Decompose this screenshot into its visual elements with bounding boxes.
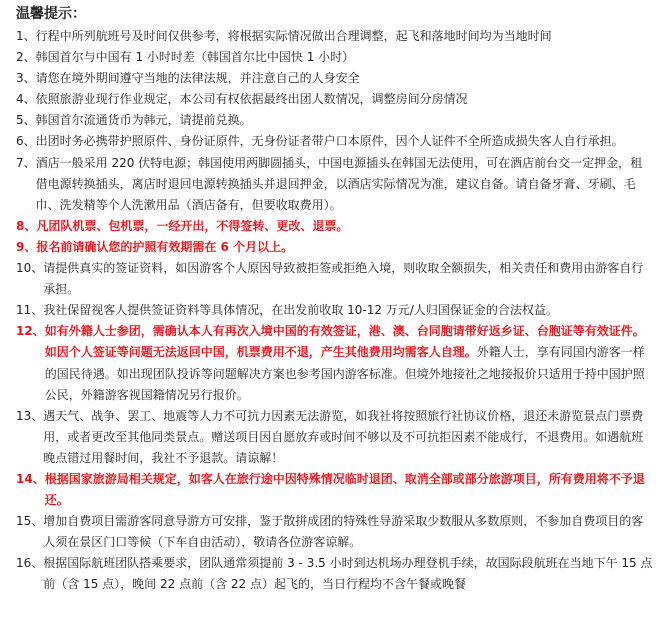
tip-number: 16、 — [16, 556, 44, 571]
tip-text — [43, 300, 653, 321]
tip-number: 11、 — [16, 303, 44, 318]
tip-text-segment: 韩国首尔流通货币为韩元，请提前兑换。 — [35, 113, 252, 128]
tip-text — [36, 47, 653, 68]
tip-number: 1、 — [16, 29, 36, 43]
tip-item — [16, 237, 653, 258]
tip-number: 13、 — [16, 408, 44, 423]
tip-item — [16, 406, 653, 469]
tip-text-segment: 请提供真实的签证资料，如因游客个人原因导致被拒签或拒绝入境，则收取全额损失，相关责任和费用由游客自行承担。 — [43, 261, 644, 297]
tip-text — [43, 511, 653, 553]
tip-item — [16, 47, 653, 68]
tip-highlight-text: 凡团队机票、包机票，一经开出，不得签转、更改、退票。 — [36, 218, 349, 233]
tip-text — [36, 237, 653, 258]
tip-text-segment: 遇天气、战争、罢工、地震等人力不可抗力因素无法游览，如我社将按照旅行社协议价格，退还未游览景点门票费用，或者更改至其他同类景点。赠送项目因自愿放弃或时间不够以及不可抗拒因素不能成行，不退费用。如遇航班晚点错过用餐时间，我社不予退款。请谅解！ — [43, 408, 644, 465]
tip-text — [36, 153, 653, 216]
tip-highlight-text: 根据国家旅游局相关规定，如客人在旅行途中因特殊情况临时退团、取消全部或部分旅游项目，所有费用将不予退还。 — [44, 471, 645, 508]
tip-number: 15、 — [16, 514, 44, 529]
tip-text — [43, 406, 653, 469]
tip-item — [16, 89, 653, 110]
tip-item — [16, 553, 653, 595]
tip-item — [16, 321, 653, 405]
tip-text-segment: 我社保留视客人提供签证资料等具体情况，在出发前收取 10-12 万元/人归国保证金的合法权益。 — [43, 303, 558, 318]
tip-number: 4、 — [16, 92, 36, 107]
tip-number: 9、 — [16, 239, 37, 254]
tip-text — [43, 258, 653, 300]
tip-number: 3、 — [16, 71, 36, 86]
tip-number: 12、 — [16, 324, 45, 339]
tip-item — [16, 469, 653, 511]
tip-highlight-text: 如有外籍人士参团，需确认本人有再次入境中国的有效签证，港、澳、台同胞请带好返乡证、台胞证等有效证件。如因个人签证等问题无法返回中国，机票费用不退，产生其他费用均需客人自理。 — [44, 324, 645, 360]
tip-number: 10、 — [16, 261, 44, 276]
tip-text — [36, 68, 653, 89]
tip-text-segment: 酒店一般采用 220 伏特电源；韩国使用两脚圆插头，中国电源插头在韩国无法使用，可在酒店前台交一定押金，租借电源转换插头，离店时退回电源转换插头并退回押金，以酒店实际情况为准，建议自备。请自备牙膏、牙刷、毛巾、洗发精等个人洗漱用品（酒店备有，但要收取费用）。 — [35, 155, 643, 212]
tip-text-segment: 请您在境外期间遵守当地的法律法规，并注意自己的人身安全 — [35, 71, 360, 86]
tips-list — [16, 26, 653, 596]
tip-item — [16, 153, 653, 216]
tip-text — [36, 110, 653, 131]
tip-highlight-text: 报名前请确认您的护照有效期需在 6 个月以上。 — [36, 239, 294, 254]
tip-text — [36, 216, 653, 237]
tip-text-segment: 增加自费项目需游客同意导游方可安排，鉴于散拼成团的特殊性导游采取少数服从多数原则，不参加自费项目的客人须在景区门口等候（下车自由活动），敬请各位游客谅解。 — [43, 514, 644, 550]
tip-item — [16, 110, 653, 131]
tip-text-segment: 根据国际航班团队搭乘要求，团队通常须提前 3 - 3.5 小时到达机场办理登机手续，故国际段航班在当地下午 15 点前（含 15 点），晚间 22 点前（含 22 点）起飞的，当日行程均不含午餐或晚餐 — [43, 556, 653, 592]
tip-text — [43, 553, 653, 595]
tip-number: 5、 — [16, 113, 36, 128]
tip-item — [16, 511, 653, 553]
tip-number: 6、 — [16, 134, 36, 149]
tip-text — [36, 89, 653, 110]
tip-number: 2、 — [16, 50, 36, 65]
tip-text — [45, 321, 653, 405]
tip-text-segment: 依照旅游业现行作业规定，本公司有权依据最终出团人数情况，调整房间分房情况 — [35, 92, 468, 107]
tip-item — [16, 300, 653, 321]
tip-text-segment: 韩国首尔与中国有 1 小时时差（韩国首尔比中国快 1 小时） — [35, 50, 355, 65]
tip-number: 8、 — [16, 218, 37, 233]
tip-text-segment: 外籍人士，享有同国内游客一样的国民待遇。如出现团队投诉等问题解决方案也参考国内游客标准。但境外地接社之地接报价只适用于持中国护照公民，外籍游客视国籍情况另行报价。 — [44, 345, 645, 402]
tip-number: 14、 — [16, 471, 45, 486]
tip-text — [36, 131, 653, 152]
tip-item — [16, 131, 653, 152]
tip-number: 7、 — [16, 155, 36, 170]
tip-item — [16, 68, 653, 89]
tip-item — [16, 258, 653, 300]
tip-text — [45, 469, 653, 511]
tip-item — [16, 216, 653, 237]
tip-item — [16, 26, 653, 47]
tip-text — [36, 26, 653, 47]
tips-title: 温馨提示： — [16, 6, 86, 22]
tip-text-segment: 出团时务必携带护照原件、身份证原件，无身份证者带户口本原件，因个人证件不全所造成损失客人自行承担。 — [35, 134, 624, 149]
tip-text-segment: 行程中所列航班号及时间仅供参考，将根据实际情况做出合理调整，起飞和落地时间均为当地时间 — [35, 29, 552, 43]
